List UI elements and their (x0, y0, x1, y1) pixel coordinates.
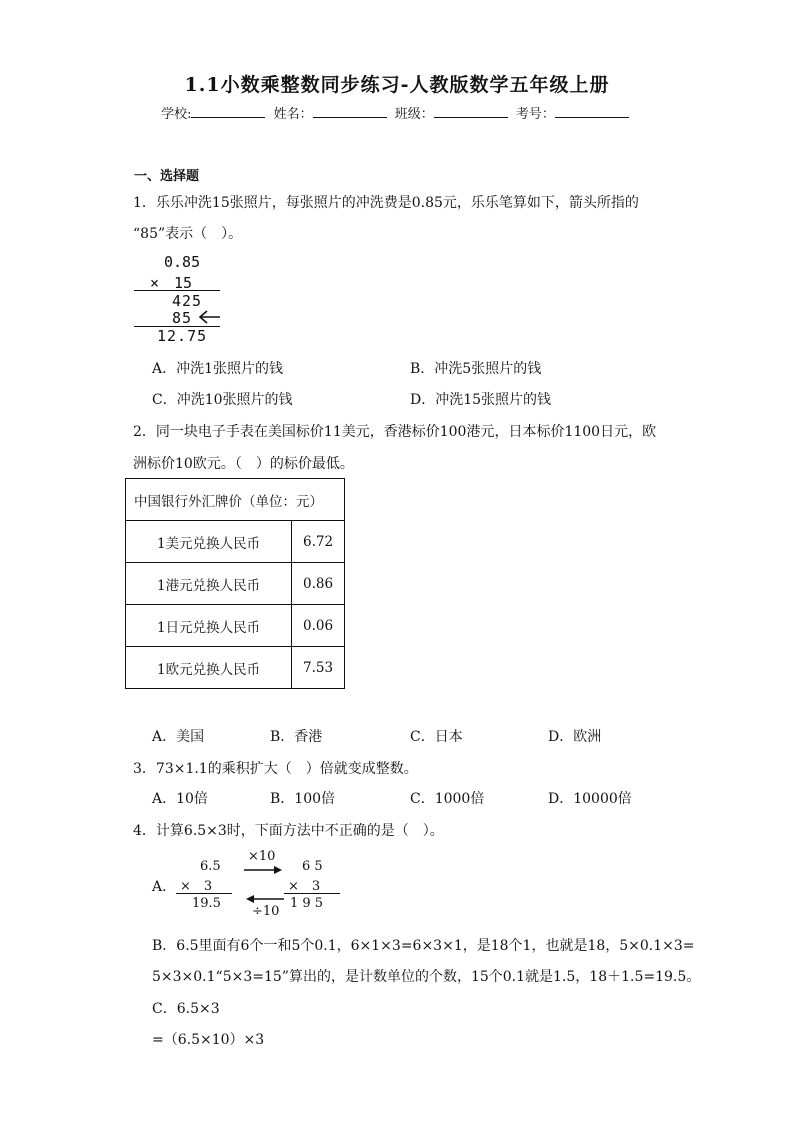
q1-option-a[interactable]: A．冲洗1张照片的钱 (152, 361, 284, 377)
q2-option-c[interactable]: C．日本 (410, 729, 463, 745)
q4a-arrow-top-label: ×10 (248, 849, 276, 864)
class-label: 班级： (394, 107, 434, 122)
table-cell-name: 1日元兑换人民币 (126, 605, 292, 647)
q1-text-line1: 1．乐乐冲洗15张照片，每张照片的冲洗费是0.85元，乐乐笔算如下，箭头所指的 (133, 195, 639, 211)
table-cell-name: 1港元兑换人民币 (126, 563, 292, 605)
q4a-left-line (176, 893, 232, 894)
calc-line-1 (134, 290, 220, 291)
q2-option-b[interactable]: B．香港 (270, 729, 323, 745)
q1-option-c[interactable]: C．冲洗10张照片的钱 (152, 392, 293, 408)
calc-multiplicand: 0.85 (164, 253, 201, 271)
q4-option-c-line1[interactable]: C．6.5×3 (152, 1001, 220, 1017)
name-label: 姓名： (273, 107, 313, 122)
q3-text: 3．73×1.1的乘积扩大（ ）倍就变成整数。 (133, 761, 418, 777)
q2-text-line2: 洲标价10欧元。（ ）的标价最低。 (133, 456, 354, 472)
calc-partial-2: 85 (172, 309, 193, 327)
q4a-left-result: 19.5 (192, 896, 221, 911)
table-row (126, 563, 345, 605)
page-title: 1.1小数乘整数同步练习-人教版数学五年级上册 (184, 74, 610, 96)
q1-option-d[interactable]: D．冲洗15张照片的钱 (410, 392, 552, 408)
number-label: 考号： (515, 107, 555, 122)
right-arrow-icon (244, 865, 284, 875)
q3-option-b[interactable]: B．100倍 (270, 791, 336, 807)
q4-option-c-line2: =（6.5×10）×3 (152, 1032, 265, 1048)
exchange-rate-table (125, 478, 345, 689)
q3-option-c[interactable]: C．1000倍 (410, 791, 485, 807)
table-cell-value: 0.06 (292, 605, 345, 647)
q3-option-d[interactable]: D．10000倍 (548, 791, 632, 807)
number-blank[interactable] (555, 105, 629, 118)
q4-option-a-label[interactable]: A． (152, 879, 177, 895)
calc-partial-1: 425 (172, 292, 203, 310)
table-row (126, 521, 345, 563)
q4a-left-mid: × 3 (180, 879, 213, 894)
q4a-left-top: 6.5 (200, 859, 221, 874)
q3-option-a[interactable]: A．10倍 (152, 791, 208, 807)
q1-option-b[interactable]: B．冲洗5张照片的钱 (410, 361, 542, 377)
table-cell-name: 1美元兑换人民币 (126, 521, 292, 563)
section-heading: 一、选择题 (134, 169, 200, 184)
name-blank[interactable] (313, 105, 387, 118)
q4a-right-line (284, 893, 340, 894)
q4a-right-top: 6 5 (302, 859, 323, 874)
q1-text-line2: “85”表示（ ）。 (133, 226, 243, 242)
school-blank[interactable] (191, 105, 265, 118)
q4a-arrow-bottom-label: ÷10 (252, 904, 280, 919)
left-arrow-icon (198, 310, 222, 324)
table-cell-value: 0.86 (292, 563, 345, 605)
calc-multiplier: × 15 (150, 274, 193, 292)
q2-text-line1: 2．同一块电子手表在美国标价11美元，香港标价100港元，日本标价1100日元，欧 (133, 424, 657, 440)
q4-option-b-line2: 5×3×0.1“5×3=15”算出的，是计数单位的个数，15个0.1就是1.5，18＋1.5=19.5。 (152, 969, 701, 985)
student-info-line (0, 103, 794, 122)
q4-text: 4．计算6.5×3时，下面方法中不正确的是（ ）。 (133, 823, 444, 839)
table-cell-value: 7.53 (292, 647, 345, 689)
school-label: 学校: (161, 107, 192, 122)
table-row (126, 647, 345, 689)
left-arrow-icon (244, 894, 284, 904)
calc-product: 12.75 (157, 327, 208, 345)
q2-option-a[interactable]: A．美国 (152, 729, 205, 745)
q4a-right-mid: × 3 (288, 879, 321, 894)
class-blank[interactable] (434, 105, 508, 118)
table-cell-value: 6.72 (292, 521, 345, 563)
q4a-right-result: 1 9 5 (290, 896, 324, 911)
q4-option-b-line1[interactable]: B．6.5里面有6个一和5个0.1，6×1×3=6×3×1，是18个1，也就是18，5×0.1×3= (152, 938, 695, 954)
table-row (126, 605, 345, 647)
table-cell-name: 1欧元兑换人民币 (126, 647, 292, 689)
q2-option-d[interactable]: D．欧洲 (548, 729, 602, 745)
table-header: 中国银行外汇牌价（单位：元） (126, 479, 345, 521)
